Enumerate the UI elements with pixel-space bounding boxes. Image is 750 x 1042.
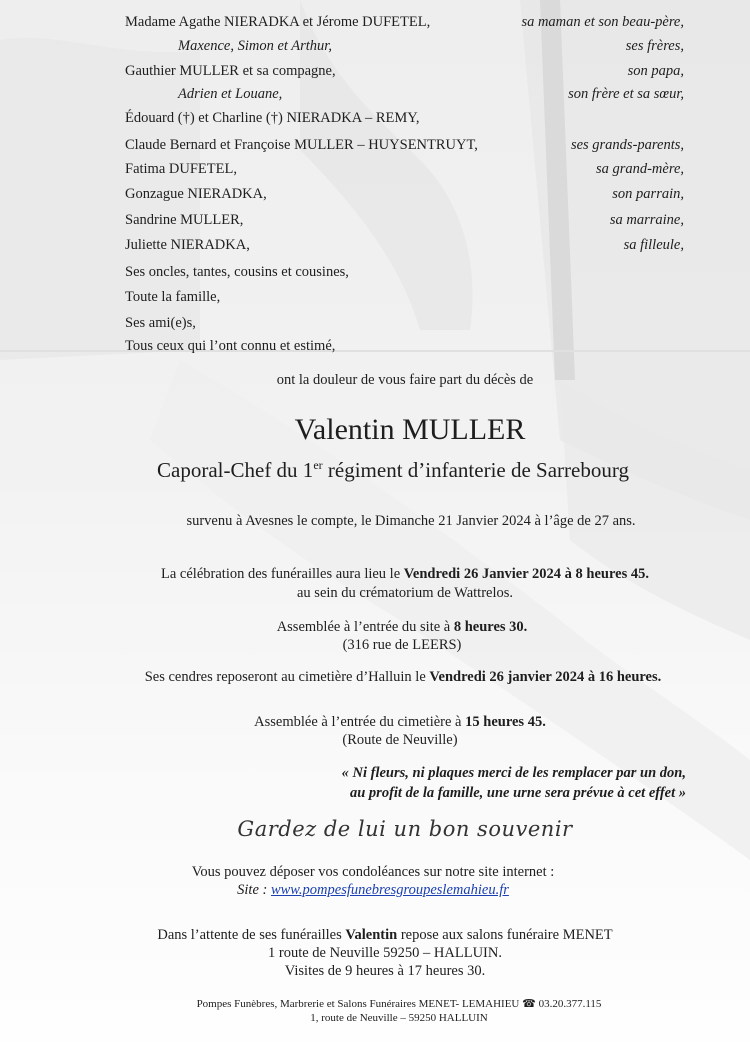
condolences-text: Vous pouvez déposer vos condoléances sur notre site internet : xyxy=(191,864,555,880)
family-relation: son papa, xyxy=(627,63,684,79)
salon-address: 1 route de Neuville 59250 – HALLUIN. xyxy=(268,945,502,961)
family-row xyxy=(125,186,684,203)
family-member: Gauthier MULLER et sa compagne, xyxy=(125,63,336,79)
deceased-title xyxy=(18,458,750,483)
family-member: Adrien et Louane, xyxy=(178,86,283,102)
family-row xyxy=(125,338,684,355)
family-row xyxy=(125,137,684,154)
funeral-assembly xyxy=(27,619,750,636)
family-relation: sa marraine, xyxy=(609,212,684,228)
family-relation: son frère et sa sœur, xyxy=(568,86,684,102)
funeral-place: au sein du crématorium de Wattrelos. xyxy=(297,585,513,601)
visiting-hours: Visites de 9 heures à 17 heures 30. xyxy=(284,963,486,979)
family-row xyxy=(125,14,684,31)
family-row xyxy=(125,264,684,281)
memory-phrase: Gardez de lui un bon souvenir xyxy=(237,817,573,841)
footer-phone: 03.20.377.115 xyxy=(538,998,602,1010)
cemetery-assembly-pre: Assemblée à l’entrée du cimetière à xyxy=(254,714,466,730)
family-row xyxy=(125,315,684,332)
family-member: Ses ami(e)s, xyxy=(125,315,196,331)
flowers-note-line1: « Ni fleurs, ni plaques merci de les remplacer par un don, xyxy=(341,765,686,781)
flowers-note-line2: au profit de la famille, une urne sera prévue à cet effet » xyxy=(349,785,686,801)
ashes-date: Vendredi 26 janvier 2024 à 16 heures. xyxy=(429,669,662,685)
cemetery-assembly xyxy=(25,714,750,731)
title-sup: er xyxy=(313,458,323,472)
footer-company xyxy=(24,997,750,1010)
announcement: ont la douleur de vous faire part du décès de xyxy=(276,372,534,388)
family-row xyxy=(125,161,684,178)
waiting-pre: Dans l’attente de ses funérailles xyxy=(157,927,346,943)
waiting-post: repose aux salons funéraire MENET xyxy=(397,927,613,943)
deceased-name: Valentin MULLER xyxy=(294,413,526,446)
death-notice: survenu à Avesnes le compte, le Dimanche 21 Janvier 2024 à l’âge de 27 ans. xyxy=(186,513,636,529)
ashes-pre: Ses cendres reposeront au cimetière d’Halluin le xyxy=(144,669,430,685)
family-member: Maxence, Simon et Arthur, xyxy=(178,38,332,54)
family-row xyxy=(125,289,684,306)
family-relation: sa grand-mère, xyxy=(595,161,684,177)
family-relation: sa filleule, xyxy=(623,237,684,253)
family-member: Fatima DUFETEL, xyxy=(125,161,237,177)
family-relation: ses frères, xyxy=(625,38,684,54)
footer-company-name: Pompes Funèbres, Marbrerie et Salons Funéraires MENET- LEMAHIEU xyxy=(196,998,520,1010)
site-label: Site : xyxy=(237,882,271,898)
condolences-site xyxy=(0,882,748,899)
phone-icon: ☎ xyxy=(522,998,536,1010)
family-member: Ses oncles, tantes, cousins et cousines, xyxy=(125,264,349,280)
ashes-line xyxy=(28,669,750,686)
funeral-assembly-time: 8 heures 30. xyxy=(453,619,528,635)
family-row xyxy=(125,63,684,80)
family-row xyxy=(125,237,684,254)
family-relation: sa maman et son beau-père, xyxy=(521,14,684,30)
funeral-line xyxy=(30,566,750,583)
waiting-name: Valentin xyxy=(345,927,398,943)
waiting-line xyxy=(10,927,750,944)
website-link[interactable]: www.pompesfunebresgroupeslemahieu.fr xyxy=(270,882,509,898)
family-member: Tous ceux qui l’ont connu et estimé, xyxy=(125,338,336,354)
title-before: Caporal-Chef du 1 xyxy=(157,458,314,482)
funeral-assembly-pre: Assemblée à l’entrée du site à xyxy=(276,619,454,635)
family-row xyxy=(125,212,684,229)
family-relation: son parrain, xyxy=(612,186,684,202)
family-member: Toute la famille, xyxy=(125,289,221,305)
family-member: Gonzague NIERADKA, xyxy=(125,186,267,202)
title-after: régiment d’infanterie de Sarrebourg xyxy=(322,458,629,482)
family-member: Sandrine MULLER, xyxy=(125,212,244,228)
family-member: Madame Agathe NIERADKA et Jérome DUFETEL, xyxy=(125,14,431,30)
cemetery-assembly-time: 15 heures 45. xyxy=(465,714,546,730)
flowers-note xyxy=(342,765,686,802)
family-relation: ses grands-parents, xyxy=(570,137,684,153)
funeral-date: Vendredi 26 Janvier 2024 à 8 heures 45. xyxy=(403,566,649,582)
footer-address: 1, route de Neuville – 59250 HALLUIN xyxy=(310,1012,488,1024)
family-row xyxy=(178,86,684,103)
funeral-pre: La célébration des funérailles aura lieu le xyxy=(161,566,404,582)
family-member: Juliette NIERADKA, xyxy=(125,237,250,253)
family-row xyxy=(125,110,684,127)
cemetery-address: (Route de Neuville) xyxy=(342,732,458,748)
funeral-address: (316 rue de LEERS) xyxy=(342,637,462,653)
family-member: Édouard (†) et Charline (†) NIERADKA – REMY, xyxy=(125,110,420,126)
family-member: Claude Bernard et Françoise MULLER – HUYSENTRUYT, xyxy=(125,137,478,153)
family-row xyxy=(178,38,684,55)
